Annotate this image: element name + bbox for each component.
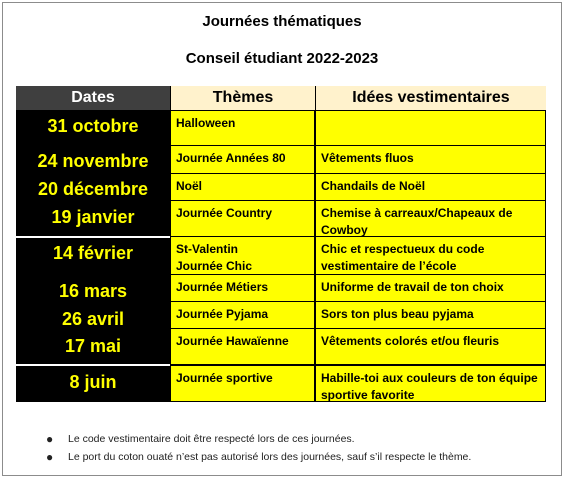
page-subtitle: Conseil étudiant 2022-2023 [185,50,379,67]
date-cell: 16 mars [58,281,128,301]
theme-cell: Noël [171,174,314,200]
idea-cell [316,111,545,145]
date-separator [16,236,170,238]
header-ideas: Idées vestimentaires [315,86,546,110]
theme-cell: Journée sportive [171,366,314,401]
note-text: Le port du coton ouaté n’est pas autorisé lors des journées, sauf s’il respecte le thème. [68,451,472,463]
note-item [46,432,471,450]
header-dates: Dates [16,86,170,110]
theme-cell: Journée Country [171,201,314,236]
bullet-icon: ● [46,432,54,446]
date-cell: 14 février [52,243,134,263]
idea-cell: Habille-toi aux couleurs de ton équipe sportive favorite [316,366,545,401]
header-themes: Thèmes [170,86,315,110]
bullet-icon: ● [46,450,54,464]
idea-cell: Chandails de Noël [316,174,545,200]
date-cell: 8 juin [69,372,117,392]
theme-cell: St-Valentin Journée Chic [171,237,314,274]
theme-cell: Journée Métiers [171,275,314,301]
schedule-table [16,86,546,402]
idea-cell: Sors ton plus beau pyjama [316,302,545,328]
theme-cell: Journée Hawaïenne [171,329,314,364]
date-separator [16,364,170,366]
date-cell: 24 novembre [37,151,149,171]
date-cell: 20 décembre [37,179,149,199]
idea-cell: Chemise à carreaux/Chapeaux de Cowboy [316,201,545,236]
idea-cell: Chic et respectueux du code vestimentaire de l’école [316,237,545,274]
theme-cell: Journée Pyjama [171,302,314,328]
note-item [46,450,471,468]
idea-cell: Vêtements fluos [316,146,545,173]
date-cell: 17 mai [64,336,122,356]
notes-list [46,432,471,468]
note-text: Le code vestimentaire doit être respecté lors de ces journées. [68,433,355,445]
date-cell: 19 janvier [51,207,135,227]
page-title: Journées thématiques [202,13,362,30]
idea-cell: Vêtements colorés et/ou fleuris [316,329,545,364]
date-cell: 31 octobre [47,116,139,136]
idea-cell: Uniforme de travail de ton choix [316,275,545,301]
date-cell: 26 avril [61,309,125,329]
theme-cell: Halloween [171,111,314,145]
theme-cell: Journée Années 80 [171,146,314,173]
